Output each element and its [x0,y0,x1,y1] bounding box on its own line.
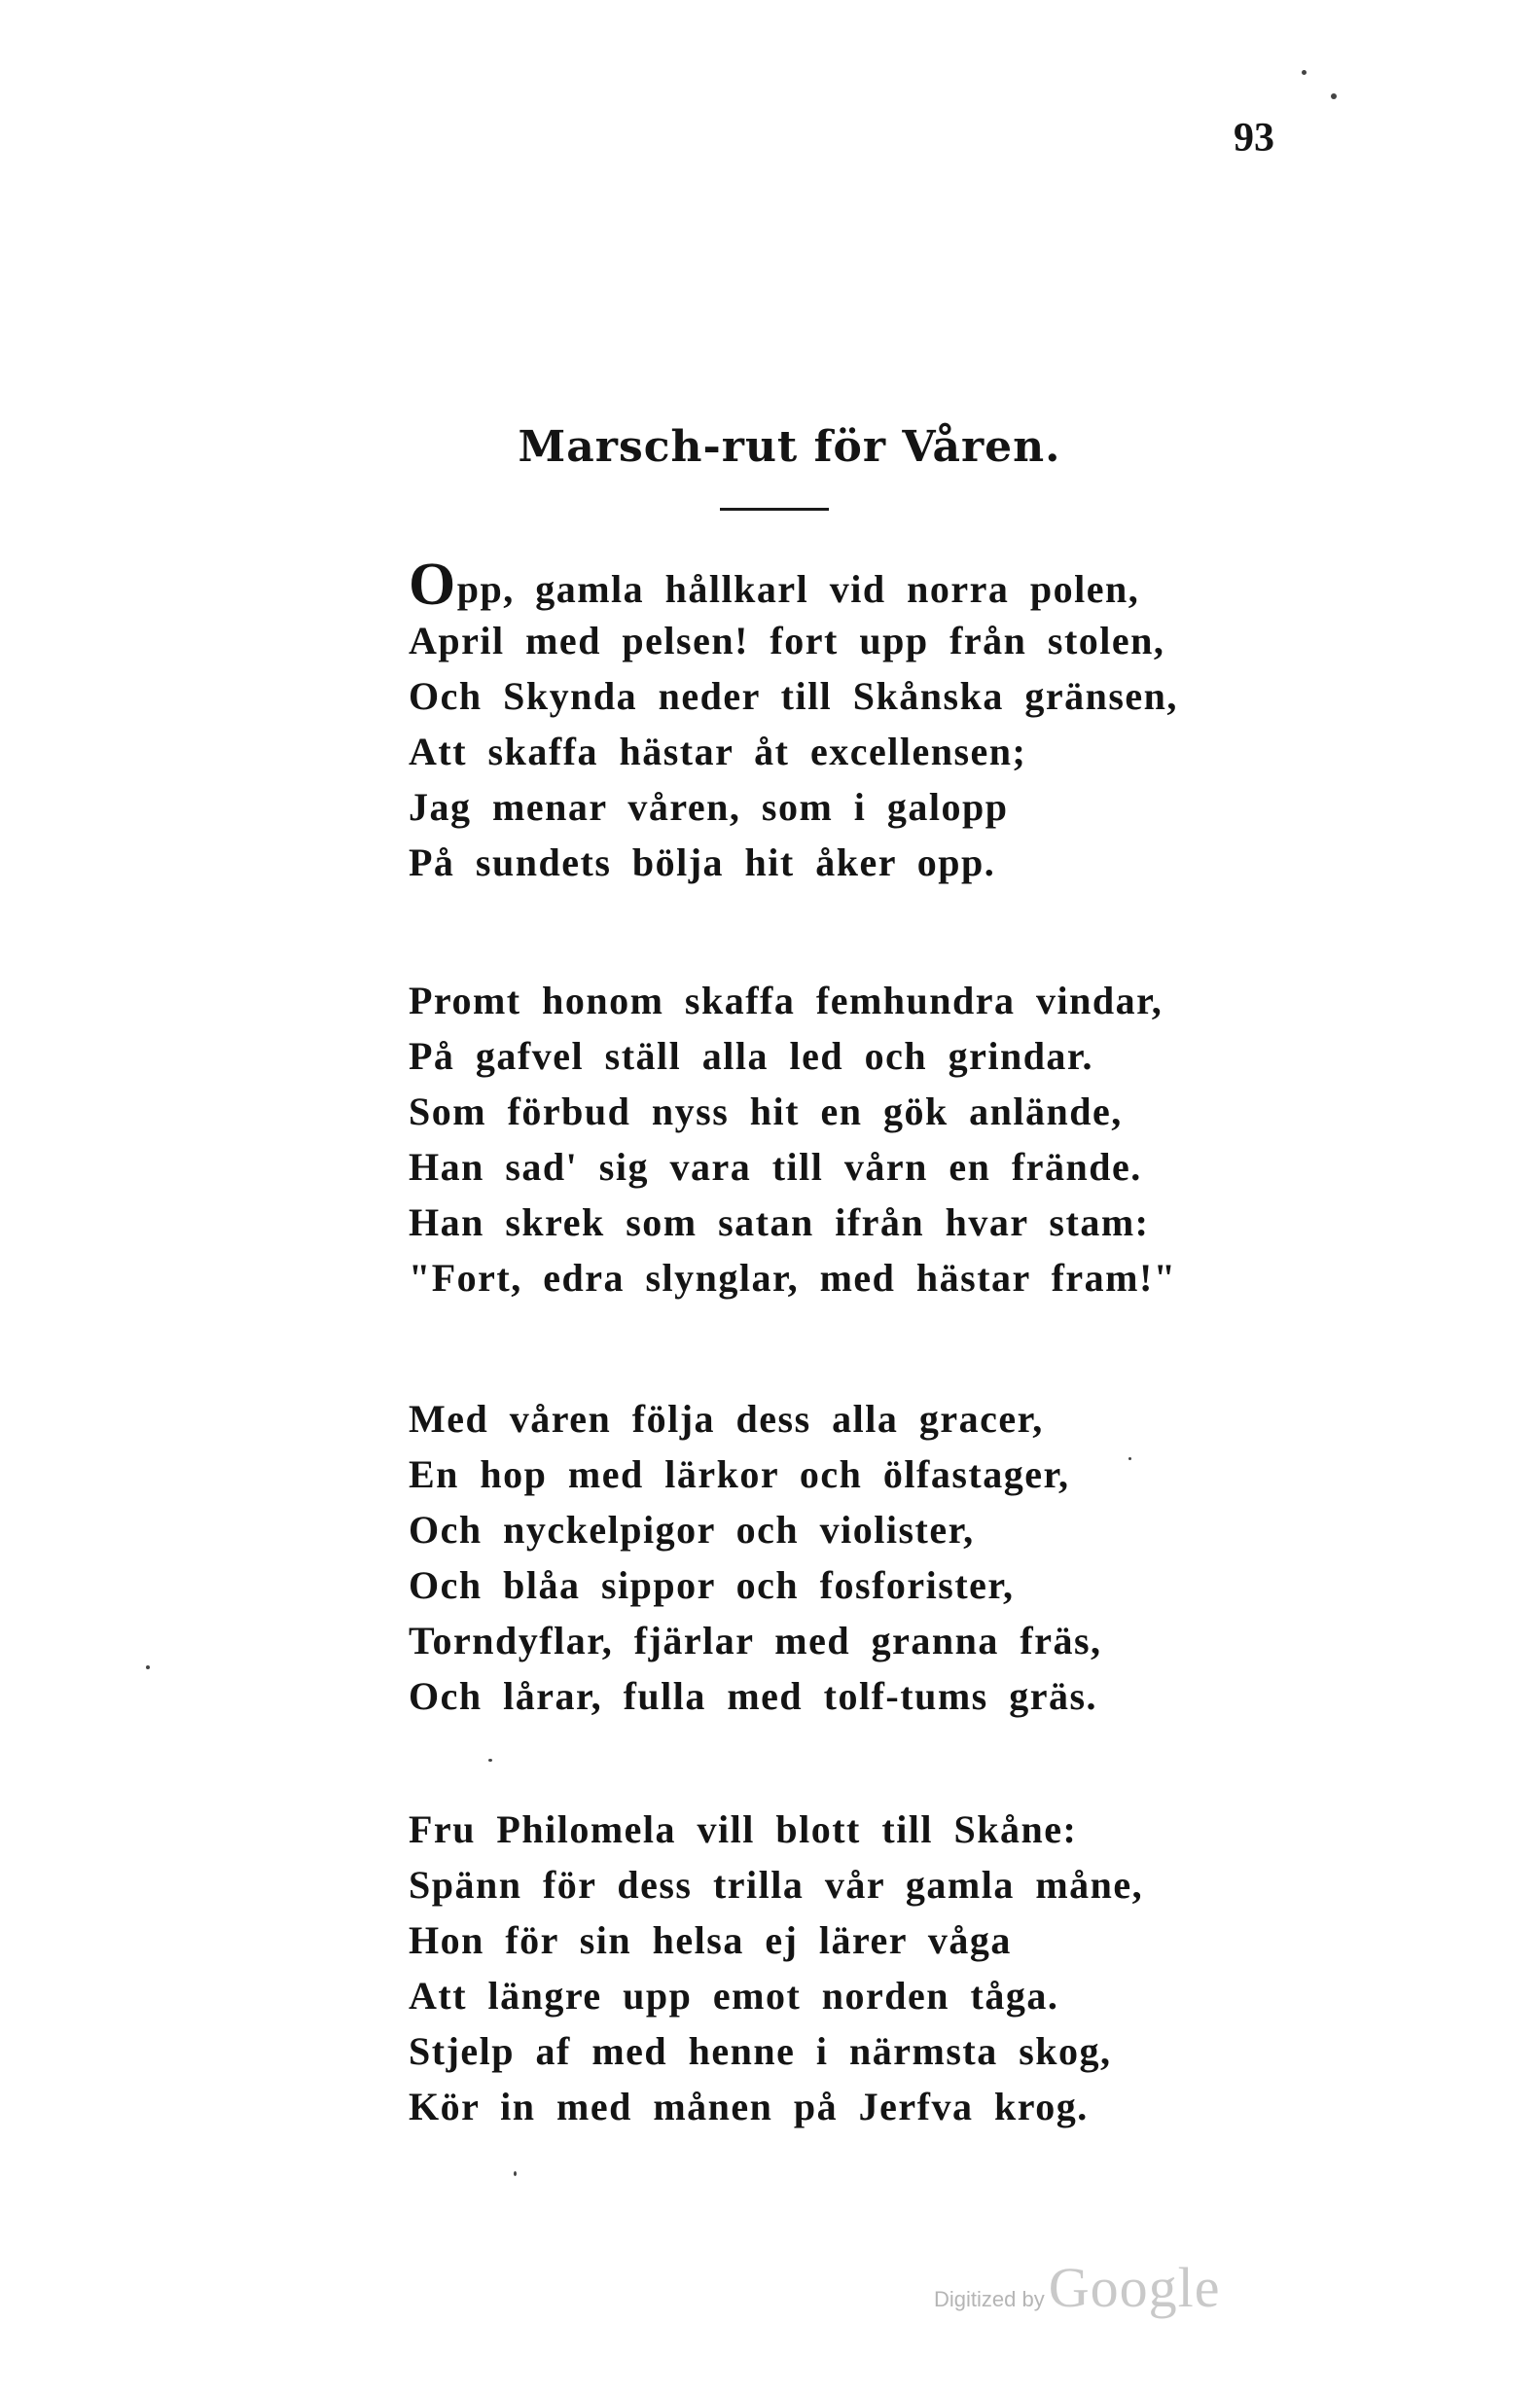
poem-title: Marsch-rut för Våren. [518,422,1061,472]
poem-line-text: pp, gamla hållkarl vid norra polen, [456,567,1140,611]
poem-line: Jag menar våren, som i galopp [409,785,1009,829]
drop-cap: O [409,552,457,618]
poem-line: Stjelp af med henne i närmsta skog, [409,2029,1112,2073]
stanza-1 [409,552,1401,890]
poem-line: En hop med lärkor och ölfastager, [409,1452,1070,1496]
poem-line: Med våren följa dess alla gracer, [409,1397,1044,1441]
google-logo: Google [1048,2256,1221,2319]
page-number: 93 [1234,116,1274,161]
poem-line: Och nyckelpigor och violister, [409,1508,975,1552]
title-rule [720,508,829,511]
poem-line: Som förbud nyss hit en gök anlände, [409,1090,1123,1133]
scan-speck [1302,70,1307,75]
poem-line: På gafvel ställ alla led och grindar. [409,1034,1094,1078]
digitized-by-google-watermark [934,2255,1220,2320]
poem-line: Promt honom skaffa femhundra vindar, [409,979,1164,1022]
stanza-3 [409,1391,1401,1724]
poem-line: På sundets bölja hit åker opp. [409,840,996,884]
scan-speck [146,1665,150,1669]
poem-line: Kör in med månen på Jerfva krog. [409,2085,1089,2128]
poem-line: Hon för sin helsa ej lärer våga [409,1918,1012,1962]
poem-line: April med pelsen! fort upp från stolen, [409,619,1165,662]
scan-speck [488,1759,492,1762]
stanza-2 [409,973,1401,1305]
scan-speck [514,2171,517,2176]
poem-line: "Fort, edra slynglar, med hästar fram!" [409,1256,1177,1300]
scan-speck [1128,1457,1131,1460]
poem-line: Att skaffa hästar åt excellensen; [409,730,1027,773]
poem-line: Och Skynda neder till Skånska gränsen, [409,674,1178,718]
poem-line: Att längre upp emot norden tåga. [409,1974,1059,2018]
poem-line: Och blåa sippor och fosforister, [409,1563,1015,1607]
poem-line: Spänn för dess trilla vår gamla måne, [409,1863,1144,1907]
scan-speck [1331,93,1337,99]
poem-line: Torndyflar, fjärlar med granna fräs, [409,1619,1102,1662]
stanza-4 [409,1802,1401,2134]
poem-line [409,552,1401,618]
poem-line: Han skrek som satan ifrån hvar stam: [409,1200,1150,1244]
watermark-prefix: Digitized by [934,2287,1045,2311]
poem-line: Han sad' sig vara till vårn en frände. [409,1145,1142,1189]
poem-line: Och lårar, fulla med tolf-tums gräs. [409,1674,1098,1718]
poem-line: Fru Philomela vill blott till Skåne: [409,1807,1078,1851]
